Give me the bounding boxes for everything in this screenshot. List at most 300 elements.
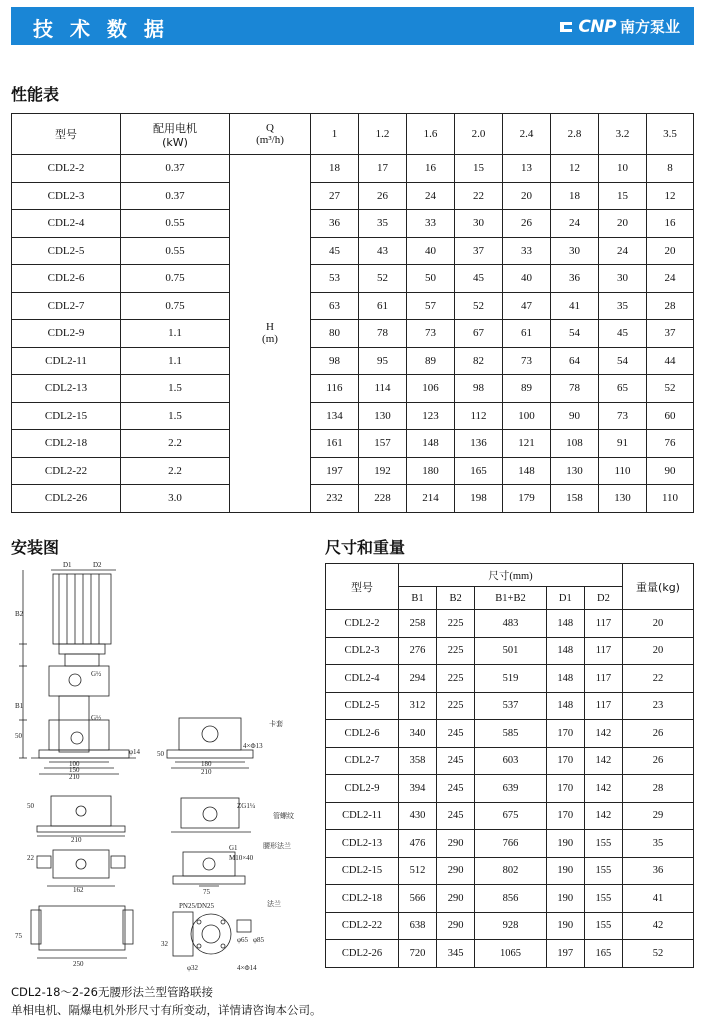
motor-cell: 0.75: [121, 265, 230, 293]
table-row: [326, 665, 694, 693]
dim-cell: 720: [399, 940, 437, 968]
motor-cell: 2.2: [121, 457, 230, 485]
model-cell: CDL2-15: [326, 857, 399, 885]
head-cell: 78: [551, 375, 599, 403]
head-cell: 24: [647, 265, 694, 293]
head-cell: 112: [455, 402, 503, 430]
dim-header: D1: [546, 587, 584, 610]
dim-cell: 638: [399, 912, 437, 940]
header-model: 型号: [326, 564, 399, 610]
head-cell: 64: [551, 347, 599, 375]
head-cell: 82: [455, 347, 503, 375]
model-cell: CDL2-3: [326, 637, 399, 665]
model-cell: CDL2-13: [326, 830, 399, 858]
head-cell: 123: [407, 402, 455, 430]
table-row: [326, 692, 694, 720]
dim-cell: 675: [475, 802, 547, 830]
dim-cell: 566: [399, 885, 437, 913]
pump-elevation: [19, 570, 136, 774]
motor-cell: 1.5: [121, 402, 230, 430]
header-motor: [121, 114, 230, 155]
performance-title: 性能表: [11, 85, 60, 104]
weight-cell: 20: [623, 637, 694, 665]
head-cell: 47: [503, 292, 551, 320]
head-cell: 110: [647, 485, 694, 513]
label-g2: G½: [91, 714, 102, 722]
head-cell: 24: [551, 210, 599, 238]
label-m10: M10×40: [229, 854, 254, 862]
header-motor-unit: (kW): [162, 135, 188, 149]
dim-header: D2: [584, 587, 622, 610]
dim-cell: 142: [584, 775, 622, 803]
model-cell: CDL2-7: [326, 747, 399, 775]
head-cell: 165: [455, 457, 503, 485]
table-row: [12, 402, 694, 430]
dim-cell: 190: [546, 885, 584, 913]
label-pipe-thread: 管螺纹: [273, 812, 294, 820]
head-cell: 15: [599, 182, 647, 210]
dim-cell: 155: [584, 830, 622, 858]
head-cell: 180: [407, 457, 455, 485]
header-model: [12, 114, 121, 155]
head-cell: 20: [599, 210, 647, 238]
dim-cell: 928: [475, 912, 547, 940]
weight-cell: 20: [623, 610, 694, 638]
dim-cell: 165: [584, 940, 622, 968]
model-cell: CDL2-26: [12, 485, 121, 513]
model-cell: CDL2-11: [326, 802, 399, 830]
mid-elevation: [31, 796, 133, 958]
weight-cell: 41: [623, 885, 694, 913]
head-cell: 80: [311, 320, 359, 348]
head-cell: 98: [455, 375, 503, 403]
head-cell: 114: [359, 375, 407, 403]
weight-cell: 26: [623, 720, 694, 748]
table-header-row: [326, 564, 694, 587]
dim-cell: 190: [546, 912, 584, 940]
flow-header: 1: [311, 114, 359, 155]
header-q-unit: (m³/h): [256, 134, 284, 146]
weight-cell: 23: [623, 692, 694, 720]
head-cell: 98: [311, 347, 359, 375]
header-weight: 重量(kg): [623, 564, 694, 610]
header-h: [230, 155, 311, 513]
dim-header: B1+B2: [475, 587, 547, 610]
label-waist: 腰形法兰: [263, 842, 291, 850]
head-cell: 26: [359, 182, 407, 210]
head-cell: 61: [503, 320, 551, 348]
dim-header: B2: [437, 587, 475, 610]
model-cell: CDL2-13: [12, 375, 121, 403]
model-cell: CDL2-2: [326, 610, 399, 638]
dim-cell: 802: [475, 857, 547, 885]
dim-cell: 142: [584, 802, 622, 830]
head-cell: 40: [407, 237, 455, 265]
dim-cell: 117: [584, 692, 622, 720]
head-cell: 50: [407, 265, 455, 293]
head-cell: 106: [407, 375, 455, 403]
label-b2: B2: [15, 610, 24, 618]
head-cell: 61: [359, 292, 407, 320]
head-cell: 16: [407, 155, 455, 183]
head-cell: 15: [455, 155, 503, 183]
dim-cell: 430: [399, 802, 437, 830]
dimensions-table: [325, 563, 694, 968]
label-phi85: φ85: [253, 936, 265, 944]
page-title: 技 术 数 据: [33, 17, 169, 41]
dim-cell: 766: [475, 830, 547, 858]
dim-cell: 155: [584, 912, 622, 940]
model-cell: CDL2-18: [12, 430, 121, 458]
head-cell: 18: [551, 182, 599, 210]
head-cell: 36: [551, 265, 599, 293]
label-50: 50: [15, 732, 22, 740]
weight-cell: 28: [623, 775, 694, 803]
head-cell: 33: [503, 237, 551, 265]
table-row: [12, 375, 694, 403]
dim-cell: 117: [584, 637, 622, 665]
label-150: 150: [69, 766, 80, 774]
head-cell: 192: [359, 457, 407, 485]
dim-cell: 148: [546, 610, 584, 638]
table-row: [12, 155, 694, 183]
head-cell: 10: [599, 155, 647, 183]
head-cell: 35: [599, 292, 647, 320]
dim-cell: 225: [437, 665, 475, 693]
flow-header: 2.0: [455, 114, 503, 155]
motor-cell: 1.1: [121, 320, 230, 348]
head-cell: 198: [455, 485, 503, 513]
head-cell: 53: [311, 265, 359, 293]
label-h32: 32: [161, 940, 168, 948]
head-cell: 16: [647, 210, 694, 238]
label-plug: 卡套: [269, 720, 283, 728]
label-h75: 75: [15, 932, 22, 940]
label-phi32: φ32: [187, 964, 199, 972]
table-row: [326, 802, 694, 830]
cnp-logo-icon: [558, 19, 574, 35]
table-row: [326, 940, 694, 968]
installation-drawing: [11, 560, 316, 982]
dim-cell: 603: [475, 747, 547, 775]
dim-cell: 345: [437, 940, 475, 968]
table-row: [12, 430, 694, 458]
table-row: [326, 720, 694, 748]
head-cell: 130: [599, 485, 647, 513]
head-cell: 45: [455, 265, 503, 293]
head-cell: 57: [407, 292, 455, 320]
dim-cell: 856: [475, 885, 547, 913]
dim-cell: 537: [475, 692, 547, 720]
flow-header: 1.6: [407, 114, 455, 155]
header-motor-label: 配用电机: [153, 121, 197, 135]
dim-cell: 519: [475, 665, 547, 693]
dim-cell: 358: [399, 747, 437, 775]
model-cell: CDL2-3: [12, 182, 121, 210]
table-row: [326, 885, 694, 913]
brand-cnp: CNP: [578, 16, 616, 37]
label-bolts2: 4×Φ14: [237, 964, 257, 972]
dimensions-title: 尺寸和重量: [325, 538, 406, 557]
label-h50: 50: [157, 750, 164, 758]
label-180: 180: [201, 760, 212, 768]
dim-cell: 197: [546, 940, 584, 968]
head-cell: 130: [551, 457, 599, 485]
dim-cell: 512: [399, 857, 437, 885]
table-row: [12, 347, 694, 375]
head-cell: 36: [311, 210, 359, 238]
model-cell: CDL2-11: [12, 347, 121, 375]
dim-cell: 148: [546, 665, 584, 693]
table-row: [12, 485, 694, 513]
label-flange: 法兰: [267, 900, 281, 908]
head-cell: 78: [359, 320, 407, 348]
head-cell: 110: [599, 457, 647, 485]
head-cell: 232: [311, 485, 359, 513]
head-cell: 121: [503, 430, 551, 458]
head-cell: 43: [359, 237, 407, 265]
dim-cell: 155: [584, 857, 622, 885]
dim-cell: 245: [437, 747, 475, 775]
dim-cell: 258: [399, 610, 437, 638]
head-cell: 89: [503, 375, 551, 403]
head-cell: 89: [407, 347, 455, 375]
head-cell: 100: [503, 402, 551, 430]
head-cell: 44: [647, 347, 694, 375]
head-cell: 35: [359, 210, 407, 238]
flow-header: 3.2: [599, 114, 647, 155]
dim-cell: 290: [437, 857, 475, 885]
label-g1b: G1: [229, 844, 238, 852]
weight-cell: 22: [623, 665, 694, 693]
label-210c: 210: [71, 836, 82, 844]
dim-cell: 170: [546, 720, 584, 748]
model-cell: CDL2-6: [12, 265, 121, 293]
head-cell: 148: [407, 430, 455, 458]
motor-cell: 1.5: [121, 375, 230, 403]
model-cell: CDL2-22: [326, 912, 399, 940]
label-d2: D2: [93, 561, 102, 569]
head-cell: 90: [551, 402, 599, 430]
model-cell: CDL2-9: [12, 320, 121, 348]
dim-cell: 225: [437, 610, 475, 638]
model-cell: CDL2-7: [12, 292, 121, 320]
dim-cell: 170: [546, 747, 584, 775]
head-cell: 24: [599, 237, 647, 265]
dim-cell: 155: [584, 885, 622, 913]
flow-header: 2.8: [551, 114, 599, 155]
model-cell: CDL2-2: [12, 155, 121, 183]
dim-cell: 394: [399, 775, 437, 803]
model-cell: CDL2-15: [12, 402, 121, 430]
label-bolts: 4×Φ13: [243, 742, 263, 750]
dim-header: B1: [399, 587, 437, 610]
table-row: [326, 912, 694, 940]
dim-cell: 1065: [475, 940, 547, 968]
head-cell: 30: [551, 237, 599, 265]
dim-cell: 142: [584, 720, 622, 748]
head-cell: 228: [359, 485, 407, 513]
head-cell: 54: [599, 347, 647, 375]
table-row: [12, 237, 694, 265]
head-cell: 12: [647, 182, 694, 210]
motor-cell: 0.37: [121, 155, 230, 183]
model-cell: CDL2-5: [12, 237, 121, 265]
motor-cell: 2.2: [121, 430, 230, 458]
head-cell: 26: [503, 210, 551, 238]
dim-cell: 639: [475, 775, 547, 803]
table-row: [12, 265, 694, 293]
motor-cell: 0.55: [121, 237, 230, 265]
table-row: [326, 610, 694, 638]
head-cell: 95: [359, 347, 407, 375]
head-cell: 134: [311, 402, 359, 430]
head-cell: 37: [455, 237, 503, 265]
table-row: [326, 830, 694, 858]
note-line2: 单相电机、隔爆电机外形尺寸有所变动，详情请咨询本公司。: [11, 1003, 322, 1017]
model-cell: CDL2-18: [326, 885, 399, 913]
label-b1: B1: [15, 702, 24, 710]
performance-table: [11, 113, 694, 513]
head-cell: 136: [455, 430, 503, 458]
head-cell: 41: [551, 292, 599, 320]
label-h22: 22: [27, 854, 34, 862]
head-cell: 13: [503, 155, 551, 183]
label-d1: D1: [63, 561, 72, 569]
weight-cell: 52: [623, 940, 694, 968]
dim-cell: 340: [399, 720, 437, 748]
head-cell: 52: [647, 375, 694, 403]
dim-cell: 225: [437, 692, 475, 720]
head-cell: 76: [647, 430, 694, 458]
dim-cell: 290: [437, 830, 475, 858]
header-q: [230, 114, 311, 155]
label-75: 75: [203, 888, 210, 896]
label-162: 162: [73, 886, 84, 894]
label-g1: G½: [91, 670, 102, 678]
head-cell: 67: [455, 320, 503, 348]
table-row: [12, 210, 694, 238]
dim-cell: 245: [437, 775, 475, 803]
head-cell: 73: [503, 347, 551, 375]
flow-header: 1.2: [359, 114, 407, 155]
head-cell: 12: [551, 155, 599, 183]
motor-cell: 3.0: [121, 485, 230, 513]
weight-cell: 26: [623, 747, 694, 775]
head-cell: 214: [407, 485, 455, 513]
head-cell: 197: [311, 457, 359, 485]
head-cell: 52: [455, 292, 503, 320]
label-zg: ZG1¼: [237, 802, 256, 810]
round-flange-view: [173, 912, 251, 956]
motor-cell: 0.37: [121, 182, 230, 210]
dim-cell: 190: [546, 830, 584, 858]
header-h-unit: (m): [262, 333, 278, 346]
model-cell: CDL2-22: [12, 457, 121, 485]
dim-cell: 312: [399, 692, 437, 720]
header-model-label: 型号: [55, 128, 77, 141]
head-cell: 91: [599, 430, 647, 458]
dim-cell: 245: [437, 802, 475, 830]
head-cell: 40: [503, 265, 551, 293]
dim-cell: 276: [399, 637, 437, 665]
head-cell: 161: [311, 430, 359, 458]
label-phi65: φ65: [237, 936, 249, 944]
table-row: [12, 292, 694, 320]
head-cell: 52: [359, 265, 407, 293]
dim-cell: 148: [546, 637, 584, 665]
head-cell: 130: [359, 402, 407, 430]
note-line1: CDL2-18～2-26无腰形法兰型管路联接: [11, 985, 213, 999]
dim-cell: 501: [475, 637, 547, 665]
head-cell: 45: [311, 237, 359, 265]
dim-cell: 476: [399, 830, 437, 858]
label-250: 250: [73, 960, 84, 968]
dim-cell: 294: [399, 665, 437, 693]
model-cell: CDL2-5: [326, 692, 399, 720]
head-cell: 24: [407, 182, 455, 210]
model-cell: CDL2-4: [326, 665, 399, 693]
table-row: [12, 320, 694, 348]
head-cell: 20: [647, 237, 694, 265]
head-cell: 60: [647, 402, 694, 430]
head-cell: 30: [599, 265, 647, 293]
head-cell: 17: [359, 155, 407, 183]
weight-cell: 36: [623, 857, 694, 885]
table-row: [326, 857, 694, 885]
table-row: [326, 747, 694, 775]
table-row: [12, 457, 694, 485]
head-cell: 65: [599, 375, 647, 403]
dim-cell: 117: [584, 665, 622, 693]
head-cell: 158: [551, 485, 599, 513]
table-row: [326, 637, 694, 665]
flow-header: 2.4: [503, 114, 551, 155]
label-phi14: φ14: [129, 748, 141, 756]
dim-cell: 585: [475, 720, 547, 748]
head-cell: 27: [311, 182, 359, 210]
brand-logo: [558, 16, 680, 37]
dim-cell: 170: [546, 775, 584, 803]
dim-cell: 245: [437, 720, 475, 748]
dim-cell: 483: [475, 610, 547, 638]
head-cell: 73: [407, 320, 455, 348]
dim-cell: 290: [437, 885, 475, 913]
head-cell: 179: [503, 485, 551, 513]
brand-name: 南方泵业: [619, 18, 680, 36]
label-210b: 210: [201, 768, 212, 776]
install-title: 安装图: [11, 538, 60, 557]
motor-cell: 0.75: [121, 292, 230, 320]
head-cell: 116: [311, 375, 359, 403]
header-h-label: H: [266, 321, 274, 334]
head-cell: 45: [599, 320, 647, 348]
weight-cell: 42: [623, 912, 694, 940]
header-bar: [11, 7, 694, 45]
label-h50b: 50: [27, 802, 34, 810]
model-cell: CDL2-4: [12, 210, 121, 238]
head-cell: 28: [647, 292, 694, 320]
head-cell: 8: [647, 155, 694, 183]
dim-cell: 117: [584, 610, 622, 638]
table-row: [12, 182, 694, 210]
dim-cell: 148: [546, 692, 584, 720]
model-cell: CDL2-9: [326, 775, 399, 803]
motor-cell: 0.55: [121, 210, 230, 238]
head-cell: 37: [647, 320, 694, 348]
table-header-row: [12, 114, 694, 155]
head-cell: 63: [311, 292, 359, 320]
